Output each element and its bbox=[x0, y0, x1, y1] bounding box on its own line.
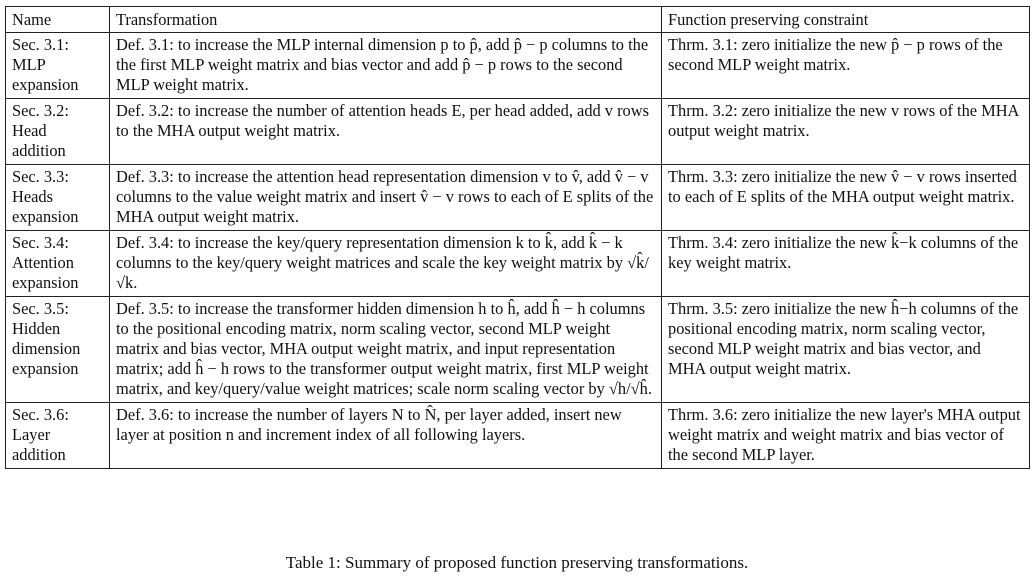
header-name: Name bbox=[6, 7, 110, 33]
section-title-line: expansion bbox=[12, 75, 79, 94]
transformation-cell: Def. 3.6: to increase the number of layers N to N̂, per layer added, insert new layer at position n and increment index of all following layers. bbox=[110, 403, 662, 469]
row-name-cell bbox=[6, 403, 110, 469]
transformation-cell: Def. 3.1: to increase the MLP internal dimension p to p̂, add p̂ − p columns to the the first MLP weight matrix and bias vector and add p̂ − p rows to the second MLP weight matrix. bbox=[110, 33, 662, 99]
constraint-cell: Thrm. 3.6: zero initialize the new layer's MHA output weight matrix and weight matrix and bias vector of the second MLP layer. bbox=[662, 403, 1030, 469]
section-title-line: expansion bbox=[12, 273, 79, 292]
constraint-cell: Thrm. 3.2: zero initialize the new v rows of the MHA output weight matrix. bbox=[662, 99, 1030, 165]
row-name-cell bbox=[6, 165, 110, 231]
section-title-line: addition bbox=[12, 445, 66, 464]
section-title-line: Attention bbox=[12, 253, 74, 272]
constraint-cell: Thrm. 3.5: zero initialize the new ĥ−h columns of the positional encoding matrix, norm scaling vector, second MLP weight matrix and bias vector, and MHA output weight matrix. bbox=[662, 297, 1030, 403]
transformation-cell: Def. 3.2: to increase the number of attention heads E, per head added, add v rows to the MHA output weight matrix. bbox=[110, 99, 662, 165]
section-title-line: Head bbox=[12, 121, 47, 140]
table-row bbox=[6, 99, 1030, 165]
section-ref: Sec. 3.3: bbox=[12, 167, 69, 186]
section-title-line: dimension bbox=[12, 339, 81, 358]
constraint-cell: Thrm. 3.1: zero initialize the new p̂ − p rows of the second MLP weight matrix. bbox=[662, 33, 1030, 99]
section-title-line: Heads bbox=[12, 187, 53, 206]
transformation-cell: Def. 3.4: to increase the key/query representation dimension k to k̂, add k̂ − k columns to the key/query weight matrices and scale the key weight matrix by √k̂/√k. bbox=[110, 231, 662, 297]
constraint-cell: Thrm. 3.3: zero initialize the new v̂ − v rows inserted to each of E splits of the MHA output weight matrix. bbox=[662, 165, 1030, 231]
transformation-cell: Def. 3.5: to increase the transformer hidden dimension h to ĥ, add ĥ − h columns to the positional encoding matrix, norm scaling vector, second MLP weight matrix and bias vector, MHA output weight matrix, and input representation matrix; add ĥ − h rows to the transformer output weight matrix, first MLP weight matrix, and key/query/value weight matrices; scale norm scaling vector by √h/√ĥ. bbox=[110, 297, 662, 403]
section-title-line: Hidden bbox=[12, 319, 61, 338]
section-title-line: expansion bbox=[12, 207, 79, 226]
section-ref: Sec. 3.1: bbox=[12, 35, 69, 54]
row-name-cell bbox=[6, 231, 110, 297]
section-ref: Sec. 3.6: bbox=[12, 405, 69, 424]
section-ref: Sec. 3.4: bbox=[12, 233, 69, 252]
constraint-cell: Thrm. 3.4: zero initialize the new k̂−k columns of the key weight matrix. bbox=[662, 231, 1030, 297]
table-row bbox=[6, 231, 1030, 297]
header-constraint: Function preserving constraint bbox=[662, 7, 1030, 33]
table-row bbox=[6, 403, 1030, 469]
section-title-line: expansion bbox=[12, 359, 79, 378]
table-header-row bbox=[6, 7, 1030, 33]
section-title-line: addition bbox=[12, 141, 66, 160]
row-name-cell bbox=[6, 33, 110, 99]
table-row bbox=[6, 297, 1030, 403]
table-row bbox=[6, 33, 1030, 99]
table-row bbox=[6, 165, 1030, 231]
row-name-cell bbox=[6, 297, 110, 403]
table-caption: Table 1: Summary of proposed function preserving transformations. bbox=[285, 553, 749, 572]
transformation-cell: Def. 3.3: to increase the attention head representation dimension v to v̂, add v̂ − v columns to the value weight matrix and insert v̂ − v rows to each of E splits of the MHA output weight matrix. bbox=[110, 165, 662, 231]
section-ref: Sec. 3.2: bbox=[12, 101, 69, 120]
section-ref: Sec. 3.5: bbox=[12, 299, 69, 318]
summary-table bbox=[5, 6, 1030, 469]
row-name-cell bbox=[6, 99, 110, 165]
header-transformation: Transformation bbox=[110, 7, 662, 33]
section-title-line: MLP bbox=[12, 55, 46, 74]
section-title-line: Layer bbox=[12, 425, 51, 444]
